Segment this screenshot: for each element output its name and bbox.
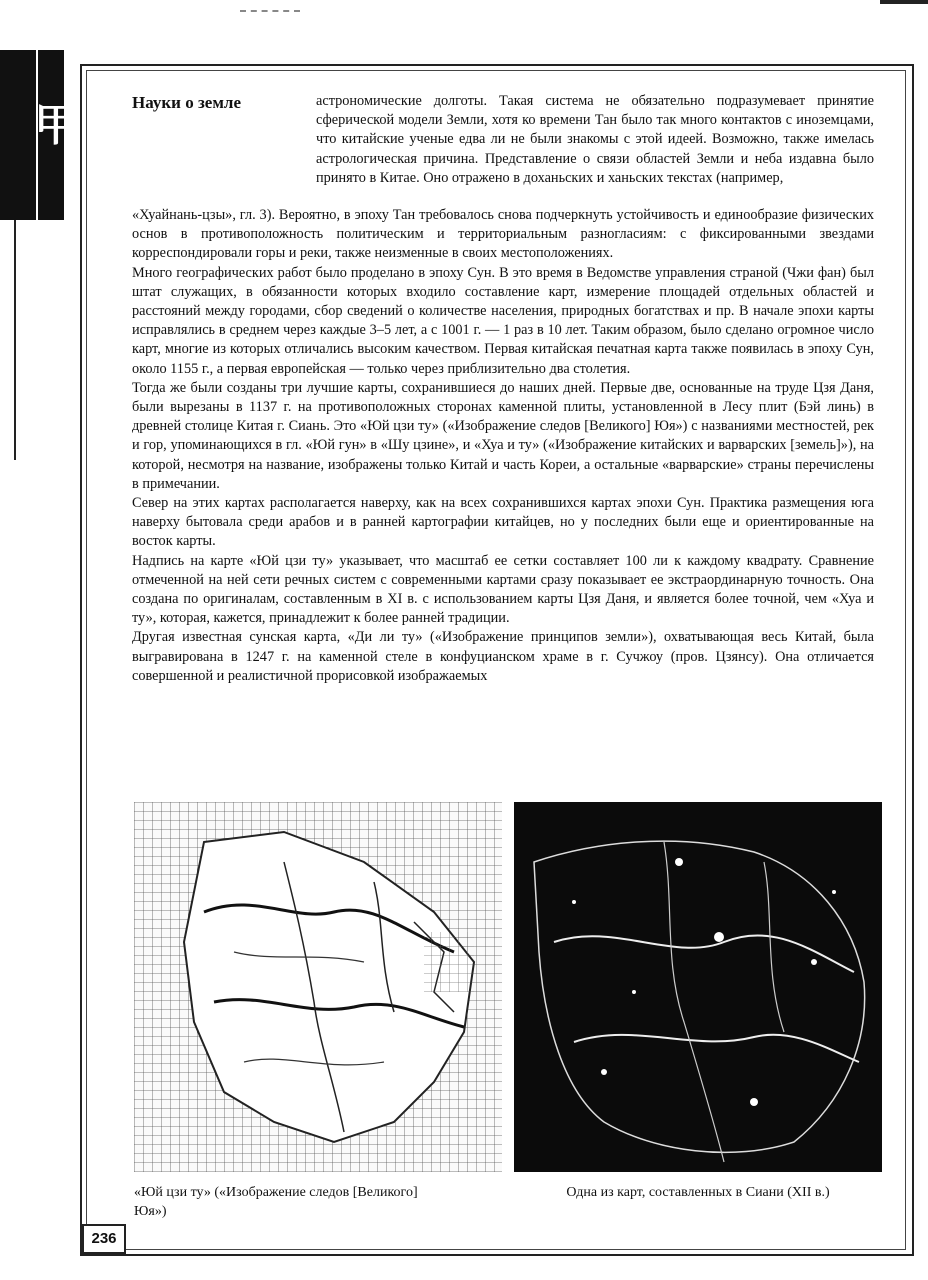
section-title: Науки о земле — [132, 93, 241, 112]
paragraph: Много географических работ было проделано в эпоху Сун. В это время в Ведомстве управления страной (Чжи фан) был штат служащих, в обязанности которых входило составление карт, измерение площадей отдельных областей и расстояний между городами, сбор сведений о количестве населения, природных богатствах и пр. В начале эпохи карты исправлялись в среднем через каждые 3–5 лет, а с 1001 г. — 1 раз в 10 лет. Таким образом, было сделано огромное число карт, многие из которых отличались высоким качеством. Первая китайская печатная карта также появилась в эпоху Сун, около 1155 г., а первая европейская — только через приблизительно два столетия. — [132, 264, 874, 377]
map-xian-image — [514, 802, 882, 1172]
top-scan-mark — [240, 10, 300, 14]
paragraph: Другая известная сунская карта, «Ди ли ту» («Изображение принципов земли»), охватывающая весь Китай, была выгравирована в 1247 г. на каменной стеле в конфуцианском храме в г. Сучжоу (пров. Цзянсу). Она отличается совершенной и реалистичной прорисовкой изображаемых — [132, 629, 874, 684]
map-xian-drawing — [514, 802, 882, 1172]
caption-right: Одна из карт, составленных в Сиани (XII в.) — [566, 1185, 830, 1200]
chapter-glyph-icon: 甲 — [34, 100, 78, 151]
map-yu-ji-tu-drawing — [134, 802, 502, 1172]
main-text — [132, 206, 874, 686]
intro-text: астрономические долготы. Такая система не обязательно подразумевает принятие сферической модели Земли, хотя ко времени Тан было так много контактов с иноземцами, что китайские ученые едва ли не были знакомы с этой идеей. Возможно, также имелась астрологическая причина. Представление о связи областей Земли и неба издавна было принято в Китае. Оно отражено в доханьских и ханьских текстах (например, — [316, 93, 874, 186]
map-yu-ji-tu-image — [134, 802, 502, 1172]
caption-left: «Юй цзи ту» («Изображение следов [Великого] Юя») — [134, 1185, 418, 1219]
page-number: 236 — [82, 1224, 126, 1254]
paragraph: Надпись на карте «Юй цзи ту» указывает, что масштаб ее сетки составляет 100 ли к каждому квадрату. Сравнение отмеченной на ней сети речных систем с современными картами сразу показывает ее экстраординарную точность. Она создана по оригиналам, составленным в XI в. с использованием карты Цзя Даня, и является более точной, чем «Хуа и ту», которая, кажется, принадлежит к более ранней традиции. — [132, 552, 874, 627]
intro-paragraph — [316, 92, 874, 188]
side-tab-bar — [0, 50, 36, 220]
paragraph: Тогда же были созданы три лучшие карты, сохранившиеся до наших дней. Первые две, основанные на труде Цзя Даня, были вырезаны в 1137 г. на противоположных сторонах каменной плиты, установленной в Лесу плит (Бэй линь) в древней столице Китая г. Сиань. Это «Юй цзи ту» («Изображение следов [Великого] Юя») с названиями местностей, рек и гор, упоминающихся в гл. «Юй гун» в «Шу цзине», и «Хуа и ту» («Изображение китайских и варварских [земель]»), на которой, несмотря на название, изображены только Китай и часть Кореи, а остальные «варварские» страны перечислены в примечании. — [132, 379, 874, 492]
top-corner-mark — [880, 0, 928, 4]
side-rule — [14, 220, 16, 460]
paragraph: «Хуайнань-цзы», гл. 3). Вероятно, в эпоху Тан требовалось снова подчеркнуть устойчивость и единообразие физических основ в противоположность политическим и территориальным разногласиям: с фиксированными звездами корреспондировали горы и реки, также неизменные в своих местоположениях. — [132, 207, 874, 262]
paragraph: Север на этих картах располагается наверху, как на всех сохранившихся картах эпохи Сун. Практика размещения юга наверху бытовала среди арабов и в ранней картографии китайцев, но у последних были еще и ориентированные на восток карты. — [132, 495, 874, 550]
